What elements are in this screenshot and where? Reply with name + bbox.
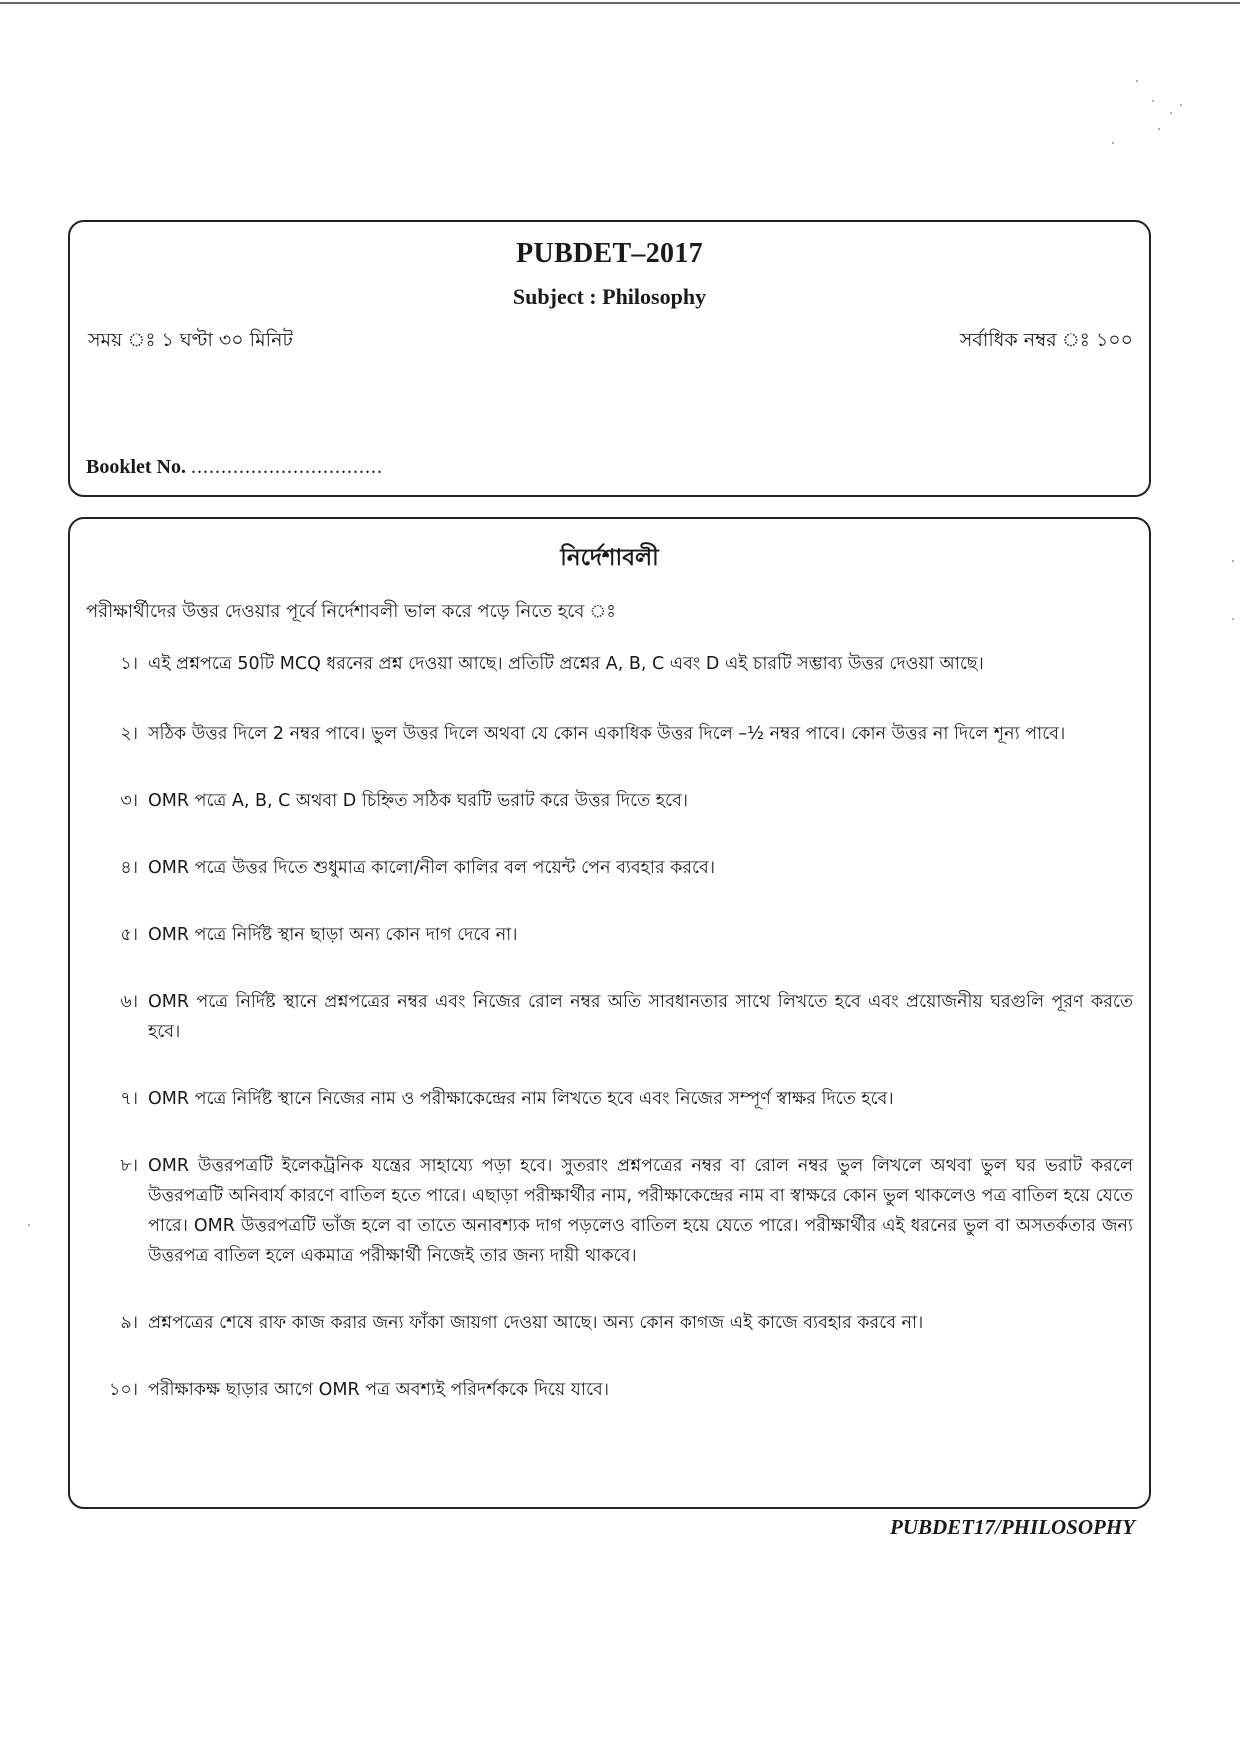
list-item [86, 1084, 1133, 1114]
subject-line: Subject : Philosophy [512, 284, 707, 309]
item-text: এই প্রশ্নপত্রে 50টি MCQ ধরনের প্রশ্ন দেওয়া আছে। প্রতিটি প্রশ্নের A, B, C এবং D এই চারটি সম্ভাব্য উত্তর দেওয়া আছে। [148, 654, 984, 674]
instructions-heading: নির্দেশাবলী [560, 545, 659, 571]
list-item [86, 1375, 1133, 1405]
full-marks: সর্বাধিক নম্বর ঃ ১০০ [959, 329, 1133, 351]
item-number: ৫। [120, 925, 138, 945]
list-item [86, 649, 1133, 679]
paper-code: PUBDET17/PHILOSOPHY [890, 1515, 1135, 1539]
item-text: OMR পত্রে নির্দিষ্ট স্থান ছাড়া অন্য কোন দাগ দেবে না। [148, 925, 518, 945]
list-item [86, 1308, 1133, 1338]
time-allowed: সময় ঃ ১ ঘণ্টা ৩০ মিনিট [88, 329, 293, 351]
item-text: প্রশ্নপত্রের শেষে রাফ কাজ করার জন্য ফাঁকা জায়গা দেওয়া আছে। অন্য কোন কাগজ এই কাজে ব্যবহার করবে না। [148, 1313, 924, 1333]
item-number: ৮। [120, 1156, 138, 1176]
scan-top-edge [0, 2, 1240, 4]
list-item [86, 853, 1133, 883]
list-item [86, 920, 1133, 950]
item-number: ৪। [120, 858, 138, 878]
instructions-box [68, 517, 1151, 1509]
item-number: ১০। [109, 1380, 138, 1400]
item-text: OMR পত্রে নির্দিষ্ট স্থানে প্রশ্নপত্রের নম্বর এবং নিজের রোল নম্বর অতি সাবধানতার সাথে লিখতে হবে এবং প্রয়োজনীয় ঘরগুলি পূরণ করতে হবে। [148, 992, 1133, 1042]
item-number: ১। [120, 654, 138, 674]
booklet-blank: ................................ [191, 456, 383, 478]
item-text: OMR উত্তরপত্রটি ইলেকট্রনিক যন্ত্রের সাহায্যে পড়া হবে। সুতরাং প্রশ্নপত্রের নম্বর বা রোল নম্বর ভুল লিখলে অথবা ভুল ঘর ভরাট করলে উত্তরপত্রটি অনিবার্য কারণে বাতিল হতে পারে। এছাড়া পরীক্ষার্থীর নাম, পরীক্ষাকেন্দ্রের নাম বা স্বাক্ষরে কোন ভুল থাকলেও পত্র বাতিল হয়ে যেতে পারে। OMR উত্তরপত্রটি ভাঁজ হলে বা তাতে অনাবশ্যক দাগ পড়লেও বাতিল হয়ে যেতে পারে। পরীক্ষার্থীর এই ধরনের ভুল বা অসতর্কতার জন্য উত্তরপত্র বাতিল হলে একমাত্র পরীক্ষার্থী নিজেই তার জন্য দায়ী থাকবে। [148, 1156, 1133, 1266]
instructions-list [86, 649, 1133, 1405]
exam-header-box [68, 220, 1151, 497]
instructions-intro: পরীক্ষার্থীদের উত্তর দেওয়ার পূর্বে নির্দেশাবলী ভাল করে পড়ে নিতে হবে ঃ [86, 601, 616, 622]
item-number: ৬। [120, 992, 138, 1012]
item-text: OMR পত্রে A, B, C অথবা D চিহ্নিত সঠিক ঘরটি ভরাট করে উত্তর দিতে হবে। [148, 791, 689, 811]
list-item [86, 1151, 1133, 1271]
item-text: OMR পত্রে উত্তর দিতে শুধুমাত্র কালো/নীল কালির বল পয়েন্ট পেন ব্যবহার করবে। [148, 858, 716, 878]
item-number: ৯। [120, 1313, 138, 1333]
item-number: ৩। [120, 791, 138, 811]
exam-title: PUBDET–2017 [516, 238, 703, 269]
list-item [86, 719, 1133, 749]
item-text: সঠিক উত্তর দিলে 2 নম্বর পাবে। ভুল উত্তর দিলে অথবা যে কোন একাধিক উত্তর দিলে –½ নম্বর পাবে। কোন উত্তর না দিলে শূন্য পাবে। [148, 724, 1066, 744]
item-number: ২। [120, 724, 138, 744]
booklet-number-field [86, 456, 383, 479]
list-item [86, 987, 1133, 1047]
booklet-label: Booklet No. [86, 456, 186, 478]
item-text: পরীক্ষাকক্ষ ছাড়ার আগে OMR পত্র অবশ্যই পরিদর্শককে দিয়ে যাবে। [148, 1380, 609, 1400]
item-number: ৭। [120, 1089, 138, 1109]
item-text: OMR পত্রে নির্দিষ্ট স্থানে নিজের নাম ও পরীক্ষাকেন্দ্রের নাম লিখতে হবে এবং নিজের সম্পূর্ণ স্বাক্ষর দিতে হবে। [148, 1089, 894, 1109]
list-item [86, 786, 1133, 816]
